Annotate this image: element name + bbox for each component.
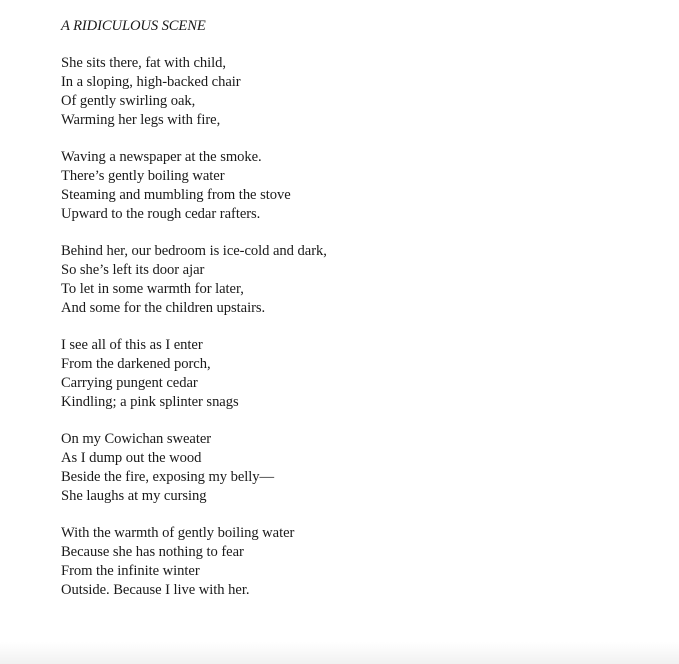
- poem-line: To let in some warmth for later,: [61, 281, 244, 297]
- stanza-6: [61, 524, 621, 600]
- stanza-1: [61, 54, 621, 130]
- poem-line: She sits there, fat with child,: [61, 55, 227, 71]
- stanza-5: [61, 430, 621, 506]
- poem-line: Carrying pungent cedar: [61, 375, 198, 391]
- poem-line: On my Cowichan sweater: [61, 431, 212, 447]
- poem-line: I see all of this as I enter: [61, 337, 203, 353]
- poem-line: Upward to the rough cedar rafters.: [61, 206, 261, 222]
- poem-line: With the warmth of gently boiling water: [61, 525, 295, 541]
- poem-line: Kindling; a pink splinter snags: [61, 394, 239, 410]
- poem-line: In a sloping, high-backed chair: [61, 74, 241, 90]
- poem-line: She laughs at my cursing: [61, 488, 207, 504]
- poem-line: Warming her legs with fire,: [61, 112, 221, 128]
- page-bottom-edge: [0, 642, 679, 664]
- poem-line: There’s gently boiling water: [61, 168, 225, 184]
- poem-line: As I dump out the wood: [61, 450, 202, 466]
- stanza-4: [61, 336, 621, 412]
- poem-line: Outside. Because I live with her.: [61, 582, 250, 598]
- poem-line: Beside the fire, exposing my belly—: [61, 469, 275, 485]
- poem-line: Waving a newspaper at the smoke.: [61, 149, 262, 165]
- poem-line: From the darkened porch,: [61, 356, 211, 372]
- poem-line: And some for the children upstairs.: [61, 300, 266, 316]
- poem-line: Steaming and mumbling from the stove: [61, 187, 291, 203]
- poem-line: From the infinite winter: [61, 563, 200, 579]
- poem-line: Behind her, our bedroom is ice-cold and dark,: [61, 243, 327, 259]
- poem-line: Because she has nothing to fear: [61, 544, 244, 560]
- poem: [61, 17, 621, 618]
- stanza-2: [61, 148, 621, 224]
- poem-title: A RIDICULOUS SCENE: [61, 18, 206, 34]
- poem-line: So she’s left its door ajar: [61, 262, 205, 278]
- poem-line: Of gently swirling oak,: [61, 93, 196, 109]
- stanza-3: [61, 242, 621, 318]
